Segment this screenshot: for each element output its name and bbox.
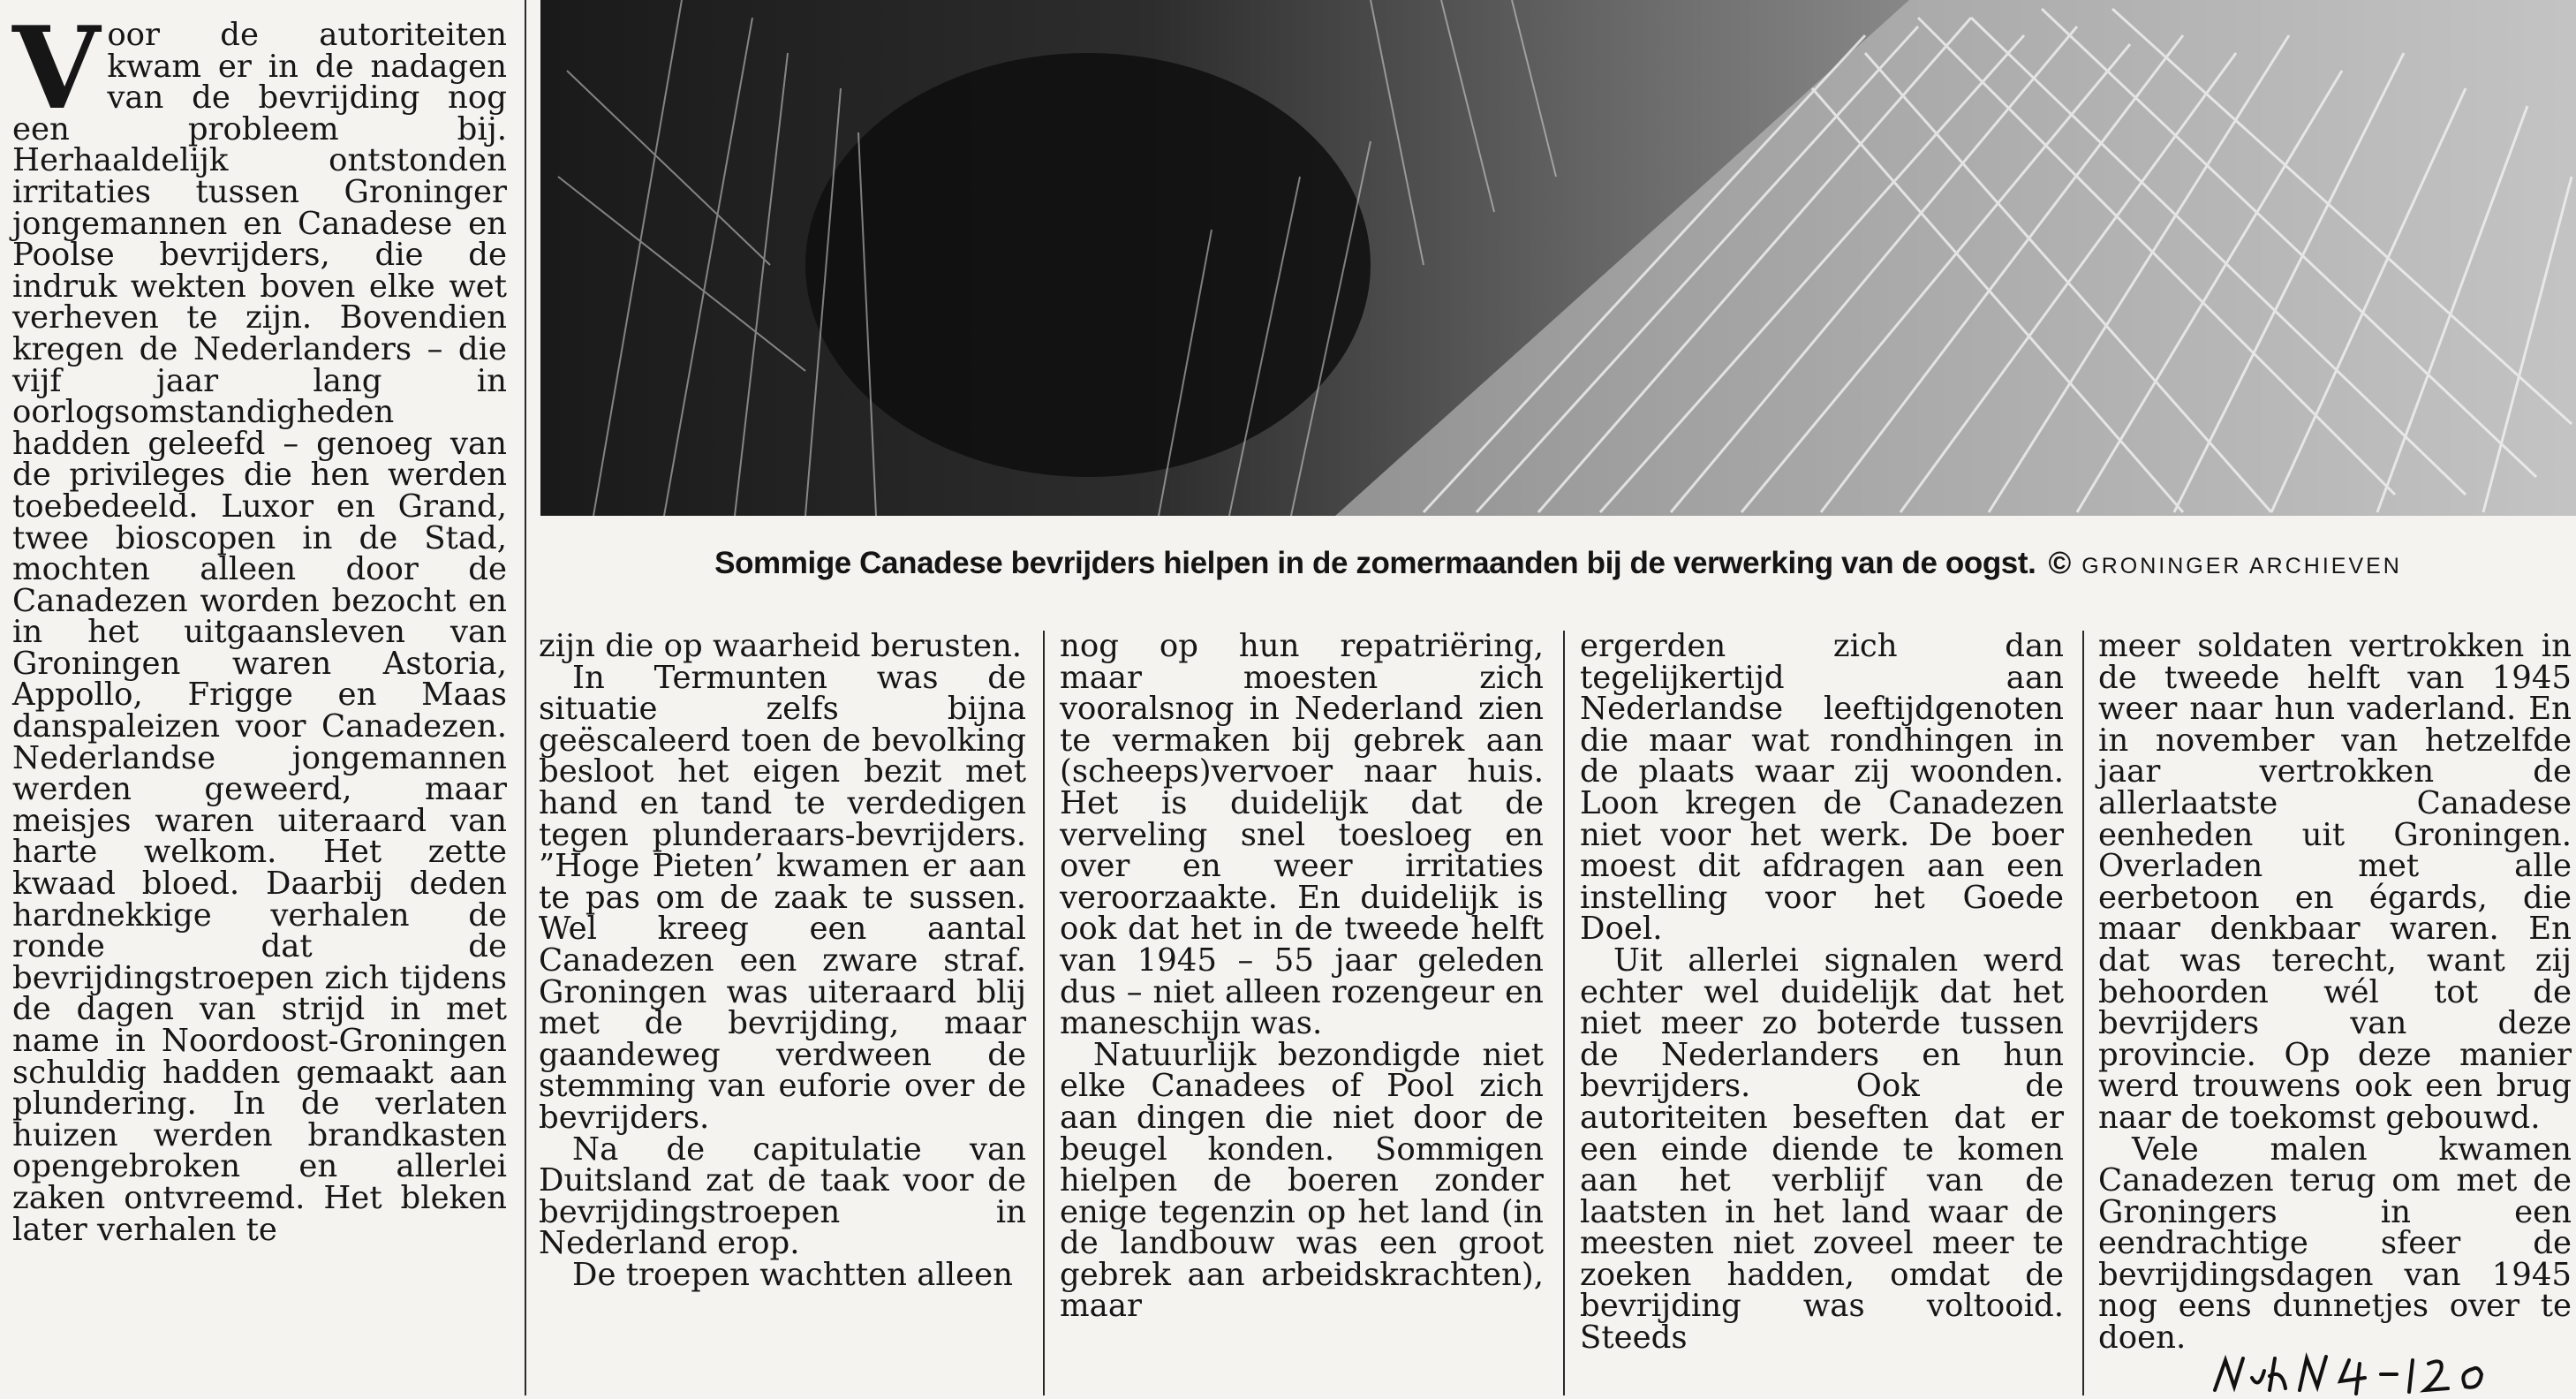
caption-text: Sommige Canadese bevrijders hielpen in de zomermaanden bij de verwerking van de oogst.: [714, 546, 2036, 580]
article-paragraph: ergerden zich dan tegelijkertijd aan Nederlandse leeftijdgenoten die maar wat rondhingen in de plaats waar zij woonden. Loon kregen de Canadezen niet voor het werk. De boer moest dit afdragen aan een instelling voor het Goede Doel.: [1580, 628, 2064, 948]
drop-cap: V: [12, 3, 101, 135]
column-divider: [525, 0, 526, 1395]
article-paragraph: nog op hun repatriëring, maar moesten zich vooralsnog in Nederland zien te vermaken bij gebrek aan (scheeps)vervoer naar huis. Het is duidelijk dat de verveling snel toesloeg en over en weer irritaties veroorzaakte. En duidelijk is ook dat het in de tweede helft van 1945 – 55 jaar geleden dus – niet alleen rozengeur en maneschijn was.: [1060, 628, 1544, 1042]
photo-caption: [540, 546, 2576, 588]
paragraph-text: oor de autoriteiten kwam er in de nadagen van de bevrijding nog een probleem bij. Herhaaldelijk ontstonden irritaties tussen Groninger jongemannen en Canadese en Poolse bevrijders, die de indruk wekten boven elke wet verheven te zijn. Bovendien kregen de Nederlanders – die vijf jaar lang in oorlogsomstandigheden hadden geleefd – genoeg van de privileges die hen werden toebedeeld. Luxor en Grand, twee bioscopen in de Stad, mochten alleen door de Canadezen worden bezocht en in het uitgaansleven van Groningen waren Astoria, Appollo, Frigge en Maas danspaleizen voor Canadezen. Nederlandse jongemannen werden geweerd, maar meisjes waren uiteraard van harte welkom. Het zette kwaad bloed. Daarbij deden hardnekkige verhalen de ronde dat de bevrijdingstroepen zich tijdens de dagen van strijd in met name in Noordoost-Groningen schuldig hadden gemaakt aan plundering. In de verlaten huizen werden brandkasten opengebroken en allerlei zaken ontvreemd. Het bleken later verhalen te: [12, 17, 507, 1248]
signature-icon: [2208, 1351, 2576, 1395]
article-paragraph: Vele malen kwamen Canadezen terug om met de Groningers in een eendrachtige sfeer de bevrijdingsdagen van 1945 nog eens dunnetjes over te doen.: [2098, 1131, 2572, 1357]
article-paragraph: Uit allerlei signalen werd echter wel duidelijk dat het niet meer zo boterde tussen de Nederlanders en hun bevrijders. Ook de autoriteiten beseften dat er een einde diende te komen aan het verblijf van de laatsten in het land waar de meesten niet zoveel meer te zoeken hadden, omdat de bevrijding was voltooid. Steeds: [1580, 941, 2064, 1357]
article-paragraph: Na de capitulatie van Duitsland zat de taak voor de bevrijdingstroepen in Nederland erop.: [539, 1131, 1026, 1262]
article-paragraph: meer soldaten vertrokken in de tweede helft van 1945 weer naar hun vaderland. En in november van hetzelfde jaar vertrokken de allerlaatste Canadese eenheden uit Groningen. Overladen met alle eerbetoon en égards, die maar denkbaar waren. En dat was terecht, want zij behoorden wél tot de bevrijders van deze provincie. Op deze manier werd trouwens ook een brug naar de toekomst gebouwd.: [2098, 628, 2572, 1136]
copyright-symbol: ©: [2048, 546, 2072, 580]
article-paragraph: [12, 3, 507, 1248]
article-column-5: [2098, 628, 2572, 1357]
handwritten-signature: [2208, 1351, 2576, 1395]
article-column-2: [539, 628, 1026, 1293]
column-divider: [2082, 631, 2084, 1395]
harvest-photo: [540, 0, 2576, 516]
article-paragraph: De troepen wachtten alleen: [572, 1256, 1013, 1293]
column-divider: [1043, 631, 1045, 1395]
article-paragraph: In Termunten was de situatie zelfs bijna geëscaleerd toen de bevolking besloot het eigen bezit met hand en tand te verdedigen tegen plunderaars-bevrijders. ”Hoge Pieten’ kwamen er aan te pas om de zaak te sussen. Wel kreeg een aantal Canadezen een zware straf. Groningen was uiteraard blij met de bevrijding, maar gaandeweg verdween de stemming van euforie over de bevrijders.: [539, 659, 1026, 1136]
article-column-1: [12, 3, 507, 1248]
article-paragraph: zijn die op waarheid berusten.: [539, 628, 1023, 664]
harvest-photo-icon: [540, 0, 2576, 516]
photo-credit: GRONINGER ARCHIEVEN: [2081, 554, 2402, 579]
article-paragraph: Natuurlijk bezondigde niet elke Canadees of Pool zich aan dingen die niet door de beugel konden. Sommigen hielpen de boeren zonder enige tegenzin op het land (in de landbouw was een groot gebrek aan arbeidskrachten), maar: [1060, 1036, 1544, 1325]
article-column-4: [1580, 628, 2064, 1357]
article-column-3: [1060, 628, 1544, 1325]
column-divider: [1563, 631, 1565, 1395]
